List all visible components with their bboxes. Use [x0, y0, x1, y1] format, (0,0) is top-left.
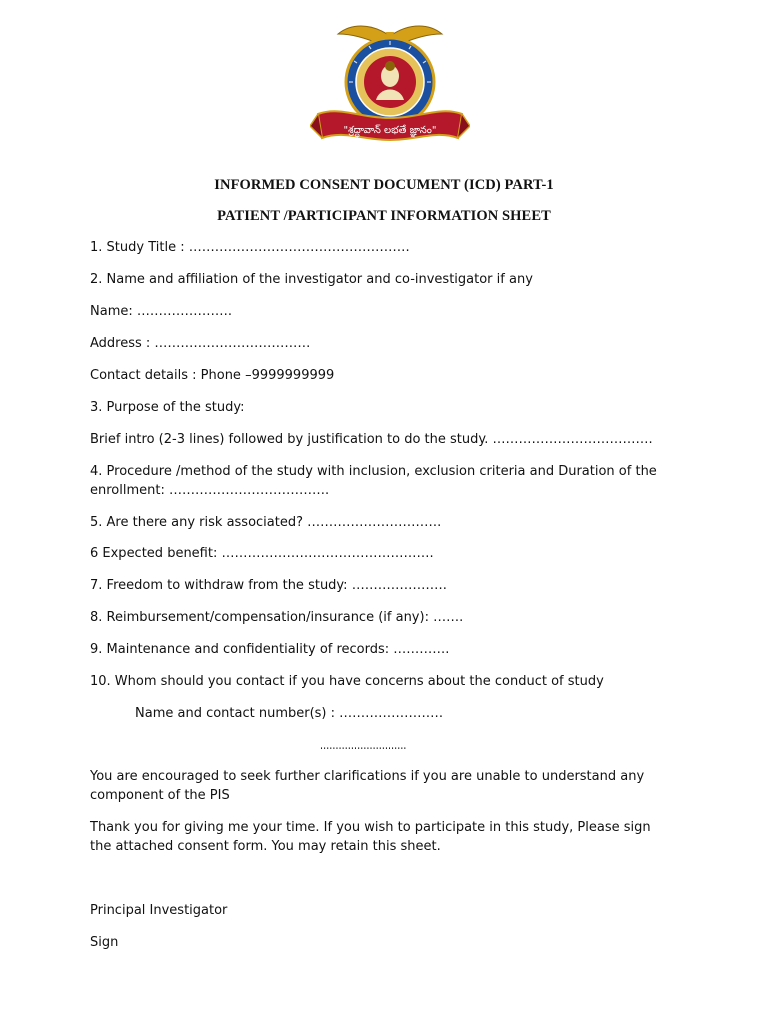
document-subtitle: PATIENT /PARTICIPANT INFORMATION SHEET: [217, 208, 551, 224]
logo-motto: "శ్రద్ధావాన్ లభతే జ్ఞానం": [343, 125, 437, 136]
contact-details-line: Contact details : Phone –9999999999: [90, 368, 335, 383]
thank-you-paragraph: Thank you for giving me your time. If you wish to participate in this study, Please sign the attached consent form. You may retain this sheet.: [90, 820, 651, 854]
institution-logo: [310, 14, 470, 144]
freedom-line: 7. Freedom to withdraw from the study: ………………….: [90, 578, 447, 593]
benefit-line: 6 Expected benefit: ………………………………………….: [90, 546, 434, 561]
whom-contact-line: 10. Whom should you contact if you have concerns about the conduct of study: [90, 674, 604, 689]
maintenance-line: 9. Maintenance and confidentiality of records: ………….: [90, 642, 450, 657]
contact-number-line: Name and contact number(s) : ……………………: [135, 706, 444, 721]
sign-label: Sign: [90, 935, 119, 950]
purpose-line: 3. Purpose of the study:: [90, 400, 245, 415]
principal-investigator-label: Principal Investigator: [90, 903, 228, 918]
dotted-line: ……………………….: [320, 738, 407, 753]
procedure-paragraph: 4. Procedure /method of the study with inclusion, exclusion criteria and Duration of the enrollment: ……………………………….: [90, 464, 657, 498]
clarification-paragraph: You are encouraged to seek further clarifications if you are unable to understand any component of the PIS: [90, 769, 645, 803]
name-affiliation-line: 2. Name and affiliation of the investigator and co-investigator if any: [90, 272, 533, 287]
study-title-line: 1. Study Title : ……………………………………………: [90, 240, 410, 255]
address-line: Address : ………………………………: [90, 336, 311, 351]
brief-intro-line: Brief intro (2-3 lines) followed by justification to do the study. ……………………………….: [90, 432, 653, 447]
emblem-icon: [310, 14, 470, 144]
document-title: INFORMED CONSENT DOCUMENT (ICD) PART-1: [214, 177, 554, 193]
reimbursement-line: 8. Reimbursement/compensation/insurance (if any): …….: [90, 610, 464, 625]
name-line: Name: ………………….: [90, 304, 232, 319]
risk-line: 5. Are there any risk associated? ………………………….: [90, 515, 442, 530]
